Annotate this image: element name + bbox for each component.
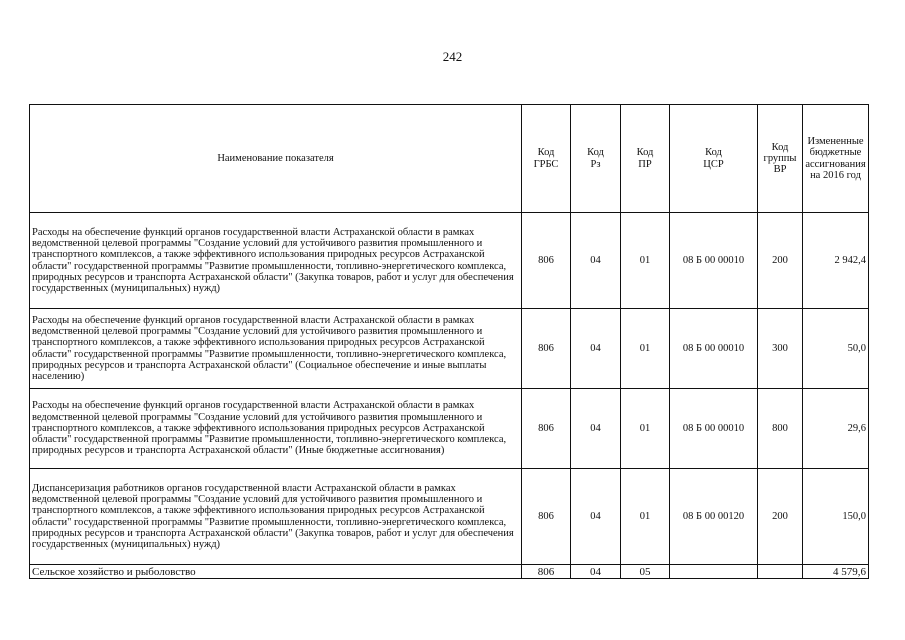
row-grbs: 806 [522, 213, 571, 309]
table-row [30, 469, 869, 565]
header-pr: Код ПР [621, 105, 670, 213]
header-amount: Измененные бюджетные ассигнования на 2016 год [803, 105, 869, 213]
header-rz: Код Рз [571, 105, 621, 213]
page-number: 242 [442, 49, 463, 64]
header-grbs: Код ГРБС [522, 105, 571, 213]
row-name: Расходы на обеспечение функций органов государственной власти Астраханской области в рамках ведомственной целевой программы "Создание условий для устойчивого развития промышленного и транспортного комплексов, а также эффективного использования природных ресурсов Астраханской области" государственной программы "Развитие промышленности, топливно-энергетического комплекса, природных ресурсов и транспорта Астраханской области" (Социальное обеспечение и иные выплаты населению) [30, 309, 522, 389]
row-amount: 50,0 [803, 309, 869, 389]
row-rz: 04 [571, 469, 621, 565]
row-grbs: 806 [522, 309, 571, 389]
row-vr: 200 [758, 213, 803, 309]
table-row [30, 213, 869, 309]
row-name: Расходы на обеспечение функций органов государственной власти Астраханской области в рамках ведомственной целевой программы "Создание условий для устойчивого развития промышленного и транспортного комплексов, а также эффективного использования природных ресурсов Астраханской области" государственной программы "Развитие промышленности, топливно-энергетического комплекса, природных ресурсов и транспорта Астраханской области" (Закупка товаров, работ и услуг для обеспечения государственных (муниципальных) нужд) [30, 213, 522, 309]
table-row [30, 389, 869, 469]
row-rz: 04 [571, 213, 621, 309]
budget-table [29, 104, 869, 579]
row-vr: 800 [758, 389, 803, 469]
row-pr: 01 [621, 213, 670, 309]
header-vr: Код группы ВР [758, 105, 803, 213]
row-csr: 08 Б 00 00010 [670, 213, 758, 309]
row-pr: 01 [621, 309, 670, 389]
row-grbs: 806 [522, 565, 571, 579]
row-vr: 200 [758, 469, 803, 565]
row-csr: 08 Б 00 00010 [670, 309, 758, 389]
row-amount: 4 579,6 [803, 565, 869, 579]
row-csr: 08 Б 00 00120 [670, 469, 758, 565]
row-amount: 150,0 [803, 469, 869, 565]
row-grbs: 806 [522, 389, 571, 469]
row-name: Расходы на обеспечение функций органов государственной власти Астраханской области в рамках ведомственной целевой программы "Создание условий для устойчивого развития промышленного и транспортного комплексов, а также эффективного использования природных ресурсов Астраханской области" государственной программы "Развитие промышленности, топливно-энергетического комплекса, природных ресурсов и транспорта Астраханской области" (Иные бюджетные ассигнования) [30, 389, 522, 469]
row-grbs: 806 [522, 469, 571, 565]
table-header-row [30, 105, 869, 213]
row-csr: 08 Б 00 00010 [670, 389, 758, 469]
row-pr: 05 [621, 565, 670, 579]
row-vr [758, 565, 803, 579]
row-amount: 2 942,4 [803, 213, 869, 309]
row-pr: 01 [621, 469, 670, 565]
row-vr: 300 [758, 309, 803, 389]
row-csr [670, 565, 758, 579]
table-row [30, 309, 869, 389]
row-name: Сельское хозяйство и рыболовство [30, 565, 522, 579]
row-rz: 04 [571, 309, 621, 389]
row-name: Диспансеризация работников органов государственной власти Астраханской области в рамках ведомственной целевой программы "Создание условий для устойчивого развития промышленного и транспортного комплексов, а также эффективного использования природных ресурсов Астраханской области" государственной программы "Развитие промышленности, топливно-энергетического комплекса, природных ресурсов и транспорта Астраханской области" (Закупка товаров, работ и услуг для обеспечения государственных (муниципальных) нужд) [30, 469, 522, 565]
row-amount: 29,6 [803, 389, 869, 469]
row-pr: 01 [621, 389, 670, 469]
header-csr: Код ЦСР [670, 105, 758, 213]
header-name: Наименование показателя [30, 105, 522, 213]
row-rz: 04 [571, 565, 621, 579]
table-row [30, 565, 869, 579]
row-rz: 04 [571, 389, 621, 469]
